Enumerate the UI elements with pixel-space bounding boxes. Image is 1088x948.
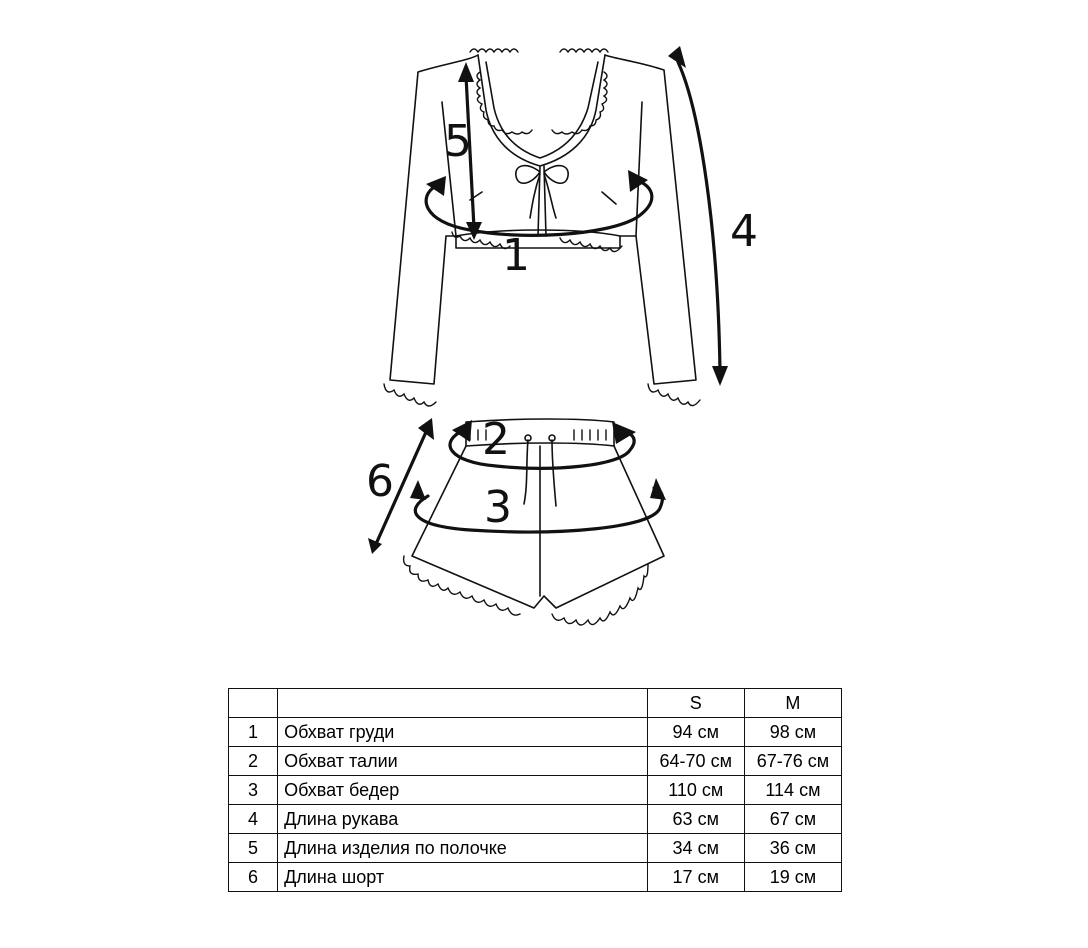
label-4: 4	[730, 206, 758, 257]
label-5: 5	[444, 116, 472, 167]
row-name: Длина изделия по полочке	[278, 834, 648, 863]
table-row	[229, 805, 842, 834]
row-number: 3	[229, 776, 278, 805]
row-number: 1	[229, 718, 278, 747]
row-name: Обхват бедер	[278, 776, 648, 805]
row-size-m: 67 см	[744, 805, 841, 834]
row-size-s: 63 см	[647, 805, 744, 834]
row-number: 2	[229, 747, 278, 776]
row-size-s: 110 см	[647, 776, 744, 805]
row-size-m: 19 см	[744, 863, 841, 892]
header-cell-size-m: M	[744, 689, 841, 718]
row-size-m: 36 см	[744, 834, 841, 863]
table-header-row	[229, 689, 842, 718]
header-cell-num	[229, 689, 278, 718]
row-size-m: 98 см	[744, 718, 841, 747]
label-2: 2	[482, 414, 510, 465]
row-name: Обхват груди	[278, 718, 648, 747]
row-size-s: 94 см	[647, 718, 744, 747]
table-row	[229, 747, 842, 776]
row-name: Длина шорт	[278, 863, 648, 892]
table-row	[229, 863, 842, 892]
table-row	[229, 834, 842, 863]
measurement-4-sleeve-length	[668, 46, 728, 386]
table-row	[229, 776, 842, 805]
row-number: 4	[229, 805, 278, 834]
size-table	[228, 688, 842, 892]
row-size-s: 64-70 см	[647, 747, 744, 776]
label-6: 6	[366, 456, 394, 507]
table-row	[229, 718, 842, 747]
header-cell-name	[278, 689, 648, 718]
shorts-garment	[404, 419, 664, 625]
row-name: Обхват талии	[278, 747, 648, 776]
header-cell-size-s: S	[647, 689, 744, 718]
row-size-m: 67-76 см	[744, 747, 841, 776]
row-size-s: 34 см	[647, 834, 744, 863]
measurement-3-hips	[410, 478, 666, 532]
label-1: 1	[502, 230, 530, 281]
measurement-2-waist	[450, 420, 636, 468]
row-number: 5	[229, 834, 278, 863]
label-3: 3	[484, 482, 512, 533]
row-number: 6	[229, 863, 278, 892]
row-name: Длина рукава	[278, 805, 648, 834]
row-size-s: 17 см	[647, 863, 744, 892]
row-size-m: 114 см	[744, 776, 841, 805]
top-garment	[384, 49, 700, 406]
